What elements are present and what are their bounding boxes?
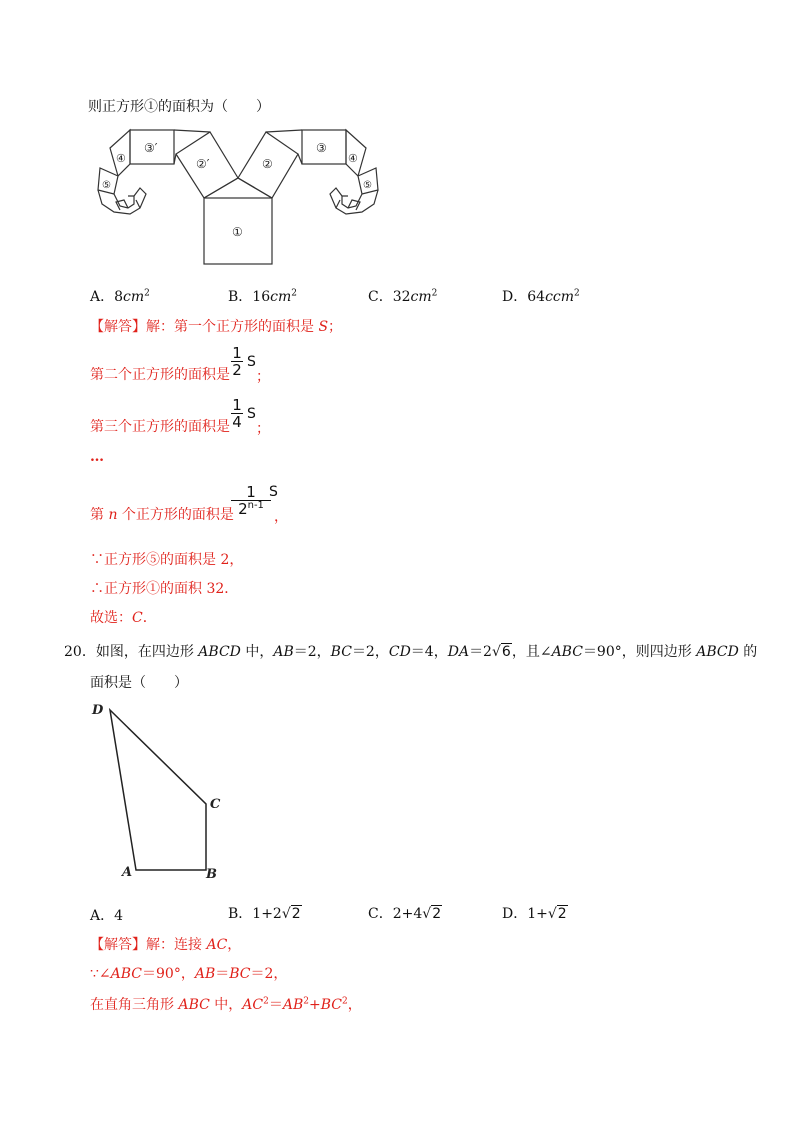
q19-solution-line3: 第三个正方形的面积是: [90, 419, 230, 435]
q20-stem-line1: 20．如图，在四边形 ABCD 中，AB＝2，BC＝2，CD＝4，DA＝2√6，且∠ABC＝90°，则四边形 ABCD 的: [64, 644, 758, 660]
q19-frac-half: 1 2: [232, 344, 242, 379]
q19-therefore: ∴正方形①的面积 32．: [90, 581, 239, 597]
q19-solution-line2: 第二个正方形的面积是: [90, 367, 230, 383]
q20-solution-line1: 【解答】解：连接 AC，: [90, 937, 242, 953]
q19-frac-quarter-end: ；: [256, 421, 270, 437]
q19-option-b[interactable]: B．$16cm^2$: [228, 288, 297, 305]
q20-solution-line2: ∵∠ABC＝90°，AB＝BC＝2，: [90, 966, 288, 982]
q19-option-a[interactable]: A．$8cm^2$: [90, 288, 150, 305]
vertex-a-label: A: [122, 865, 133, 880]
q19-frac-general-s: S: [269, 484, 278, 500]
label-sq5: ⑤: [363, 180, 372, 191]
label-sq4p: ④: [116, 152, 126, 165]
q19-because: ∵正方形⑤的面积是 2，: [90, 552, 244, 568]
q20-solution-line3: 在直角三角形 ABC 中，$AC^2=AB^2+BC^2$，: [90, 996, 362, 1013]
q19-frac-general-end: ，: [274, 509, 288, 525]
q20-stem-line2: 面积是（ ）: [90, 675, 188, 691]
q19-stem: 则正方形①的面积为（ ）: [88, 99, 270, 115]
label-sq1: ①: [232, 225, 243, 239]
q20-option-b[interactable]: B．1+2√2: [228, 906, 301, 922]
q19-pythagoras-tree-figure: [90, 124, 390, 270]
q19-choose: 故选：C．: [90, 610, 157, 626]
vertex-c-label: C: [210, 797, 221, 812]
q19-frac-general: 1 2$^{n-1}$: [231, 484, 271, 517]
label-sq3: ③: [316, 141, 327, 155]
q19-solution-line4: 第 n 个正方形的面积是: [90, 507, 234, 523]
q19-frac-half-s: S: [247, 354, 256, 370]
label-sq5p: ⑤: [102, 180, 111, 191]
q19-ellipsis: …: [90, 449, 104, 465]
q20-option-d[interactable]: D．1+√2: [502, 906, 567, 922]
q20-quadrilateral-figure: [86, 696, 246, 888]
q19-frac-half-end: ；: [256, 369, 270, 385]
q19-option-d[interactable]: D．64ccm$^2$: [502, 288, 580, 305]
vertex-b-label: B: [206, 867, 217, 882]
q19-frac-quarter-s: S: [247, 406, 256, 422]
label-sq3p: ③′: [144, 141, 158, 155]
vertex-d-label: D: [92, 703, 104, 718]
q20-option-c[interactable]: C．2+4√2: [368, 906, 442, 922]
q19-solution-line1: 【解答】解：第一个正方形的面积是 S；: [90, 319, 343, 335]
label-sq2p: ②′: [196, 157, 210, 171]
q19-option-c[interactable]: C．$32cm^2$: [368, 288, 438, 305]
q20-option-a[interactable]: A．4: [90, 908, 124, 924]
q19-frac-quarter: 1 4: [232, 396, 242, 431]
label-sq4: ④: [348, 152, 358, 165]
label-sq2: ②: [262, 157, 273, 171]
